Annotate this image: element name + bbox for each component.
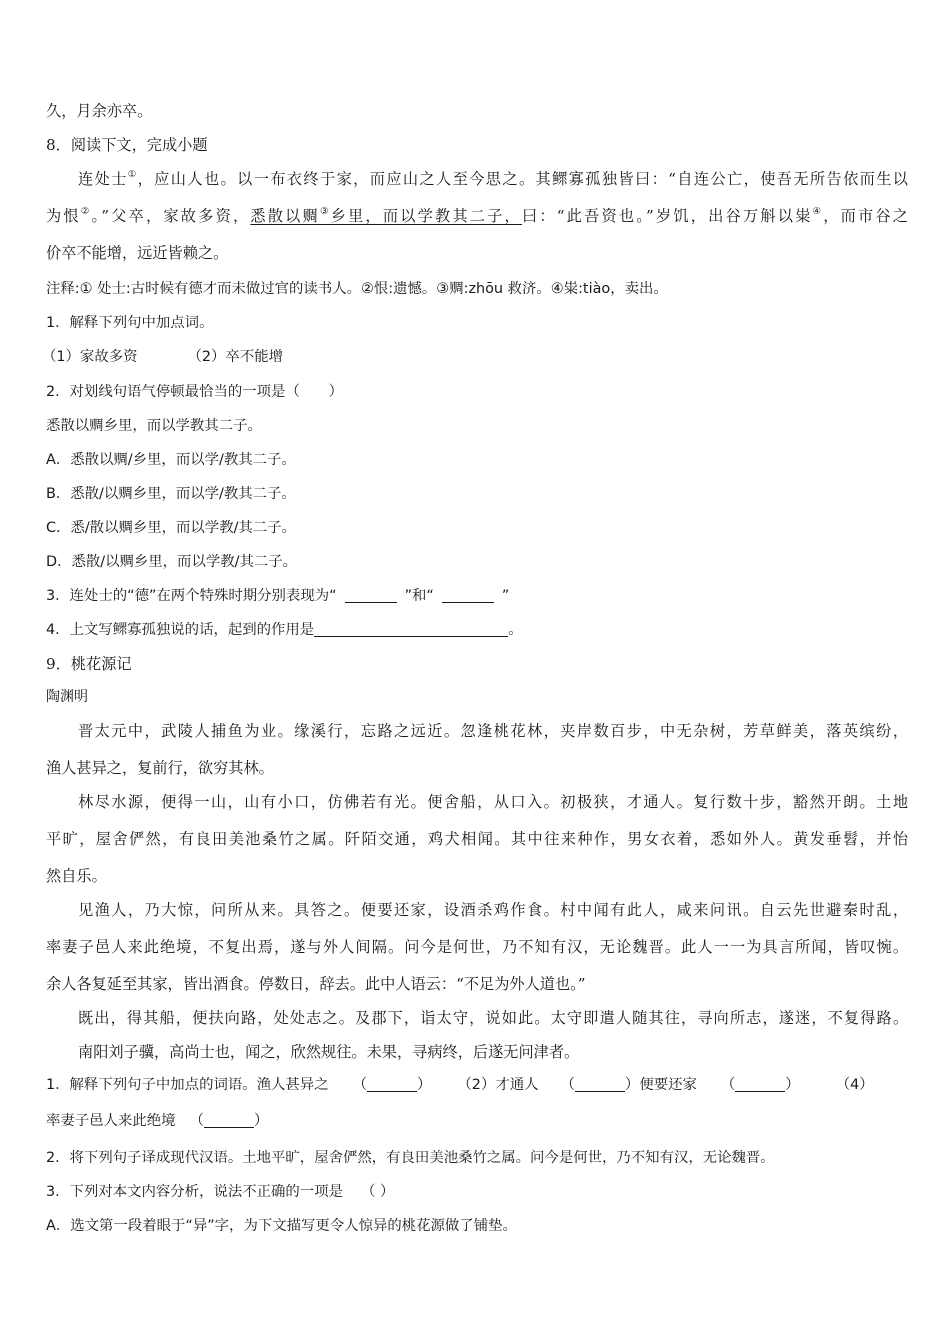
subquestion-2: 2．将下列句子译成现代汉语。土地平旷，屋舍俨然，有良田美池桑竹之属。问今是何世，乃不知有汉，无论魏晋。: [46, 1150, 775, 1166]
passage-line: 南阳刘子骥，高尚士也，闻之，欣然规往。未果，寻病终，后遂无问津者。: [78, 1043, 580, 1061]
answer-blank[interactable]: [442, 586, 494, 603]
text-line: 久，月余亦卒。: [46, 102, 153, 120]
passage-line: 价卒不能增，远近皆赖之。: [46, 244, 229, 262]
passage-line: 林尽水源，便得一山，山有小口，仿佛若有光。便舍船，从口入。初极狭，才通人。复行数十步，豁然开朗。土地: [78, 793, 908, 811]
passage-line: 然自乐。: [46, 867, 107, 885]
passage-line: 既出，得其船，便扶向路，处处志之。及郡下，诣太守，说如此。太守即遣人随其往，寻向所志，遂迷，不复得路。: [78, 1009, 908, 1027]
subquestion-2-sentence: 悉散以赒乡里，而以学教其二子。: [46, 418, 262, 434]
answer-blank[interactable]: [204, 1111, 254, 1128]
answer-blank[interactable]: [367, 1075, 417, 1092]
answer-blank[interactable]: [314, 620, 508, 637]
option-a: A．选文第一段着眼于“异”字，为下文描写更令人惊异的桃花源做了铺垫。: [46, 1218, 517, 1234]
answer-blank[interactable]: [345, 586, 397, 603]
passage-line: 平旷，屋舍俨然，有良田美池桑竹之属。阡陌交通，鸡犬相闻。其中往来种作，男女衣着，悉如外人。黄发垂髫，并怡: [46, 830, 908, 848]
subquestion-1-items: （1）家故多资 （2）卒不能增: [42, 349, 283, 365]
passage-line: 见渔人，乃大惊，问所从来。具答之。便要还家，设酒杀鸡作食。村中闻有此人，咸来问讯。自云先世避秦时乱，: [78, 901, 908, 919]
passage-line: 为恨②。”父卒，家故多资，悉散以赒③乡里，而以学教其二子，曰：“此吾资也。”岁饥，出谷万斛以粜④，而市谷之: [46, 205, 908, 225]
option-d: D．悉散/以赒乡里，而以学教/其二子。: [46, 554, 298, 570]
footnote-marker: ①: [127, 168, 138, 180]
answer-blank[interactable]: [735, 1075, 785, 1092]
passage-line: 连处士①，应山人也。以一布衣终于家，而应山之人至今思之。其鳏寡孤独皆曰：“自连公亡，使吾无所告依而生以: [78, 168, 908, 188]
footnote-marker: ③: [319, 205, 331, 217]
subquestion-4: 4．上文写鳏寡孤独说的话，起到的作用是 。: [46, 622, 523, 638]
subquestion-1-continued: 率妻子邑人来此绝境 （ ）: [46, 1113, 269, 1129]
annotation-note: 注释:① 处士:古时候有德才而未做过官的读书人。②恨:遗憾。③赒:zhōu 救济。④粜:tiào，卖出。: [46, 281, 668, 297]
question-8-title: 8．阅读下文，完成小题: [46, 136, 208, 154]
subquestion-3: 3．下列对本文内容分析，说法不正确的一项是 （ ）: [46, 1184, 395, 1200]
option-b: B．悉散/以赒乡里，而以学/教其二子。: [46, 486, 296, 502]
footnote-marker: ④: [812, 205, 824, 217]
footnote-marker: ②: [80, 205, 92, 217]
option-a: A．悉散以赒/乡里，而以学/教其二子。: [46, 452, 296, 468]
underlined-sentence: 悉散以赒③乡里，而以学教其二子，: [250, 205, 522, 225]
question-9-title: 9．桃花源记: [46, 655, 132, 673]
subquestion-2: 2．对划线句语气停顿最恰当的一项是（ ）: [46, 384, 343, 400]
passage-line: 渔人甚异之，复前行，欲穷其林。: [46, 759, 274, 777]
subquestion-3: 3．连处士的“德”在两个特殊时期分别表现为“ ”和“ ”: [46, 588, 510, 604]
option-c: C．悉/散以赒乡里，而以学教/其二子。: [46, 520, 296, 536]
subquestion-1: 1．解释下列句子中加点的词语。渔人甚异之 （ ） （2）才通人 （ ）便要还家 （ ） （4）: [46, 1077, 874, 1093]
passage-line: 率妻子邑人来此绝境，不复出焉，遂与外人间隔。问今是何世，乃不知有汉，无论魏晋。此人一一为具言所闻，皆叹惋。: [46, 938, 908, 956]
subquestion-1: 1．解释下列句中加点词。: [46, 315, 214, 331]
passage-line: 余人各复延至其家，皆出酒食。停数日，辞去。此中人语云：“不足为外人道也。”: [46, 975, 586, 993]
passage-line: 晋太元中，武陵人捕鱼为业。缘溪行，忘路之远近。忽逢桃花林，夹岸数百步，中无杂树，芳草鲜美，落英缤纷，: [78, 722, 908, 740]
answer-blank[interactable]: [575, 1075, 625, 1092]
author-name: 陶渊明: [46, 689, 88, 705]
